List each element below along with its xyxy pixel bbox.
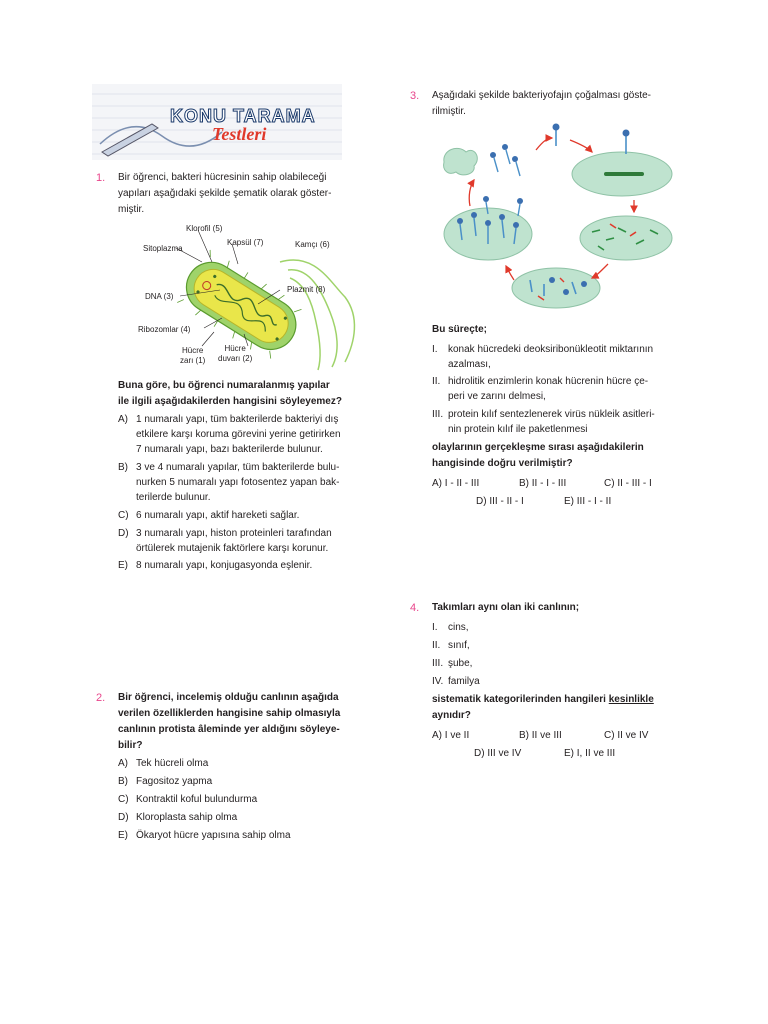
q1-option-a[interactable] xyxy=(118,412,368,458)
roman-numeral: I. xyxy=(432,344,438,355)
q4-number: 4. xyxy=(410,602,420,614)
item-text: protein kılıf sentezlenerek virüs nükleik asitleri- xyxy=(448,409,655,420)
banner-title: KONU TARAMA xyxy=(170,106,316,126)
q3-stem xyxy=(432,88,682,120)
label-dna: DNA (3) xyxy=(145,292,174,301)
q3-stem-line: rilmiştir. xyxy=(432,106,466,117)
q2-number: 2. xyxy=(96,692,106,704)
label-klorofil: Klorofil (5) xyxy=(186,224,223,233)
roman-numeral: I. xyxy=(432,622,438,633)
q1-option-b[interactable] xyxy=(118,460,368,506)
q1-question-line: Buna göre, bu öğrenci numaralanmış yapılar xyxy=(118,380,330,391)
roman-numeral: II. xyxy=(432,640,441,651)
q1-option-c[interactable] xyxy=(118,508,368,524)
option-letter: A) xyxy=(118,758,128,769)
q4-question xyxy=(432,692,692,724)
item-text: hidrolitik enzimlerin konak hücrenin hücre çe- xyxy=(448,376,649,387)
option-letter: D) xyxy=(476,496,487,507)
option-text: 7 numaralı yapı, bazı bakterilerde bulunur. xyxy=(136,444,323,455)
option-letter: E) xyxy=(564,496,574,507)
option-text: II ve IV xyxy=(617,730,649,741)
option-text: terilerde bulunur. xyxy=(136,492,211,503)
item-text: azalması, xyxy=(448,359,491,370)
q3-item-2 xyxy=(432,374,682,404)
option-letter: D) xyxy=(118,528,129,539)
option-letter: D) xyxy=(474,748,485,759)
q4-option-b[interactable] xyxy=(519,728,562,744)
q1-question xyxy=(118,378,368,410)
option-text: III - II - I xyxy=(489,496,524,507)
option-letter: E) xyxy=(118,560,128,571)
q4-option-a[interactable] xyxy=(432,728,469,744)
q3-process-title: Bu süreçte; xyxy=(432,324,488,335)
option-letter: A) xyxy=(118,414,128,425)
option-text: I - II - III xyxy=(444,478,480,489)
option-letter: B) xyxy=(519,730,529,741)
q4-item-1 xyxy=(432,620,632,636)
option-text: III - I - II xyxy=(576,496,612,507)
label-hucre-duvari-line: Hücre xyxy=(224,344,246,353)
q4-question-line xyxy=(432,692,692,708)
item-text: nin protein kılıf ile paketlenmesi xyxy=(448,424,588,435)
q3-option-b[interactable] xyxy=(519,476,566,492)
option-letter: E) xyxy=(564,748,574,759)
q4-item-2 xyxy=(432,638,632,654)
q3-question-line: olaylarının gerçekleşme sırası aşağıdakilerin xyxy=(432,442,644,453)
q3-question xyxy=(432,440,682,472)
option-text: Ökaryot hücre yapısına sahip olma xyxy=(136,830,291,841)
option-letter: C) xyxy=(118,794,129,805)
q2-option-c[interactable] xyxy=(118,792,358,808)
q4-question-line: aynıdır? xyxy=(432,710,471,721)
option-letter: B) xyxy=(118,462,128,473)
item-text: sınıf, xyxy=(448,640,470,651)
option-text: 3 ve 4 numaralı yapılar, tüm bakterilerde bulu- xyxy=(136,462,340,473)
option-text: 8 numaralı yapı, konjugasyonda eşlenir. xyxy=(136,560,313,571)
q2-stem-line: canlının protista âleminde yer aldığını söyleye- xyxy=(118,724,340,735)
label-kapsul: Kapsül (7) xyxy=(227,238,264,247)
option-letter: E) xyxy=(118,830,128,841)
q1-stem-line: Bir öğrenci, bakteri hücresinin sahip olabileceği xyxy=(118,172,327,183)
q3-item-1 xyxy=(432,342,682,372)
option-text: II ve III xyxy=(531,730,562,741)
option-letter: C) xyxy=(604,478,615,489)
label-hucre-zari-line: Hücre xyxy=(182,346,204,355)
option-text: etkilere karşı koruma görevini yerine getirirken xyxy=(136,429,341,440)
option-letter: A) xyxy=(432,478,442,489)
q2-stem-line: bilir? xyxy=(118,740,143,751)
option-letter: C) xyxy=(118,510,129,521)
q3-stem-line: Aşağıdaki şekilde bakteriyofajın çoğalması göste- xyxy=(432,90,652,101)
option-text: 1 numaralı yapı, tüm bakterilerde bakteriyi dış xyxy=(136,414,339,425)
q4-option-d[interactable] xyxy=(474,746,521,762)
item-text: cins, xyxy=(448,622,469,633)
q2-option-d[interactable] xyxy=(118,810,358,826)
q2-stem-line: verilen özelliklerden hangisine sahip olmasıyla xyxy=(118,708,341,719)
q4-stem: Takımları aynı olan iki canlının; xyxy=(432,602,580,613)
q3-option-d[interactable] xyxy=(476,494,524,510)
label-plazmit: Plazmit (8) xyxy=(287,285,326,294)
q4-question-emphasis: kesinlikle xyxy=(608,694,654,705)
label-ribozomlar: Ribozomlar (4) xyxy=(138,325,191,334)
option-text: Fagositoz yapma xyxy=(136,776,213,787)
option-text: 6 numaralı yapı, aktif hareketi sağlar. xyxy=(136,510,300,521)
q2-option-b[interactable] xyxy=(118,774,358,790)
option-letter: C) xyxy=(604,730,615,741)
label-hucre-duvari xyxy=(218,344,252,364)
option-letter: B) xyxy=(519,478,529,489)
label-hucre-duvari-line: duvarı (2) xyxy=(218,354,253,363)
label-hucre-zari-line: zarı (1) xyxy=(180,356,206,365)
option-text: nurken 5 numaralı yapı fotosentez yapan bak- xyxy=(136,477,340,488)
item-text: peri ve zarını delmesi, xyxy=(448,391,546,402)
q3-option-a[interactable] xyxy=(432,476,479,492)
item-text: familya xyxy=(448,676,480,687)
option-text: örtülerek mutajenik faktörlere karşı korunur. xyxy=(136,543,329,554)
q1-stem-line: miştir. xyxy=(118,204,145,215)
banner-subtitle: Testleri xyxy=(212,124,267,144)
banner xyxy=(92,84,342,160)
roman-numeral: III. xyxy=(432,658,444,669)
option-text: II - III - I xyxy=(617,478,652,489)
option-letter: B) xyxy=(118,776,128,787)
q3-option-e[interactable] xyxy=(564,494,611,510)
q4-option-c[interactable] xyxy=(604,728,648,744)
option-text: Kontraktil koful bulundurma xyxy=(136,794,258,805)
q1-question-line: ile ilgili aşağıdakilerden hangisini söyleyemez? xyxy=(118,396,342,407)
option-text: 3 numaralı yapı, histon proteinleri tarafından xyxy=(136,528,332,539)
q3-question-line: hangisinde doğru verilmiştir? xyxy=(432,458,573,469)
q3-number: 3. xyxy=(410,90,420,102)
q2-option-e[interactable] xyxy=(118,828,358,844)
q1-stem xyxy=(118,170,363,218)
q1-stem-line: yapıları aşağıdaki şekilde şematik olarak göster- xyxy=(118,188,332,199)
option-text: II - I - III xyxy=(531,478,567,489)
q3-option-c[interactable] xyxy=(604,476,652,492)
q2-stem-line: Bir öğrenci, incelemiş olduğu canlının aşağıda xyxy=(118,692,339,703)
q4-item-4 xyxy=(432,674,632,690)
option-text: Kloroplasta sahip olma xyxy=(136,812,238,823)
q3-item-3 xyxy=(432,407,682,437)
roman-numeral: IV. xyxy=(432,676,444,687)
option-text: Tek hücreli olma xyxy=(136,758,209,769)
option-letter: A) xyxy=(432,730,442,741)
q4-option-e[interactable] xyxy=(564,746,615,762)
q4-item-3 xyxy=(432,656,632,672)
option-text: I, II ve III xyxy=(576,748,616,759)
q1-number: 1. xyxy=(96,172,106,184)
label-kamci: Kamçı (6) xyxy=(295,240,330,249)
bacteriophage-cycle-illustration xyxy=(440,120,680,316)
q1-option-d[interactable] xyxy=(118,526,368,558)
q2-stem xyxy=(118,690,368,754)
option-text: III ve IV xyxy=(487,748,522,759)
q2-option-a[interactable] xyxy=(118,756,358,772)
item-text: şube, xyxy=(448,658,473,669)
q1-option-e[interactable] xyxy=(118,558,368,574)
roman-numeral: III. xyxy=(432,409,444,420)
item-text: konak hücredeki deoksiribonükleotit miktarının xyxy=(448,344,654,355)
label-sitoplazma: Sitoplazma xyxy=(143,244,183,253)
option-text: I ve II xyxy=(444,730,470,741)
q4-question-text: sistematik kategorilerinden hangileri xyxy=(432,694,609,705)
option-letter: D) xyxy=(118,812,129,823)
roman-numeral: II. xyxy=(432,376,441,387)
label-hucre-zari xyxy=(180,346,205,366)
